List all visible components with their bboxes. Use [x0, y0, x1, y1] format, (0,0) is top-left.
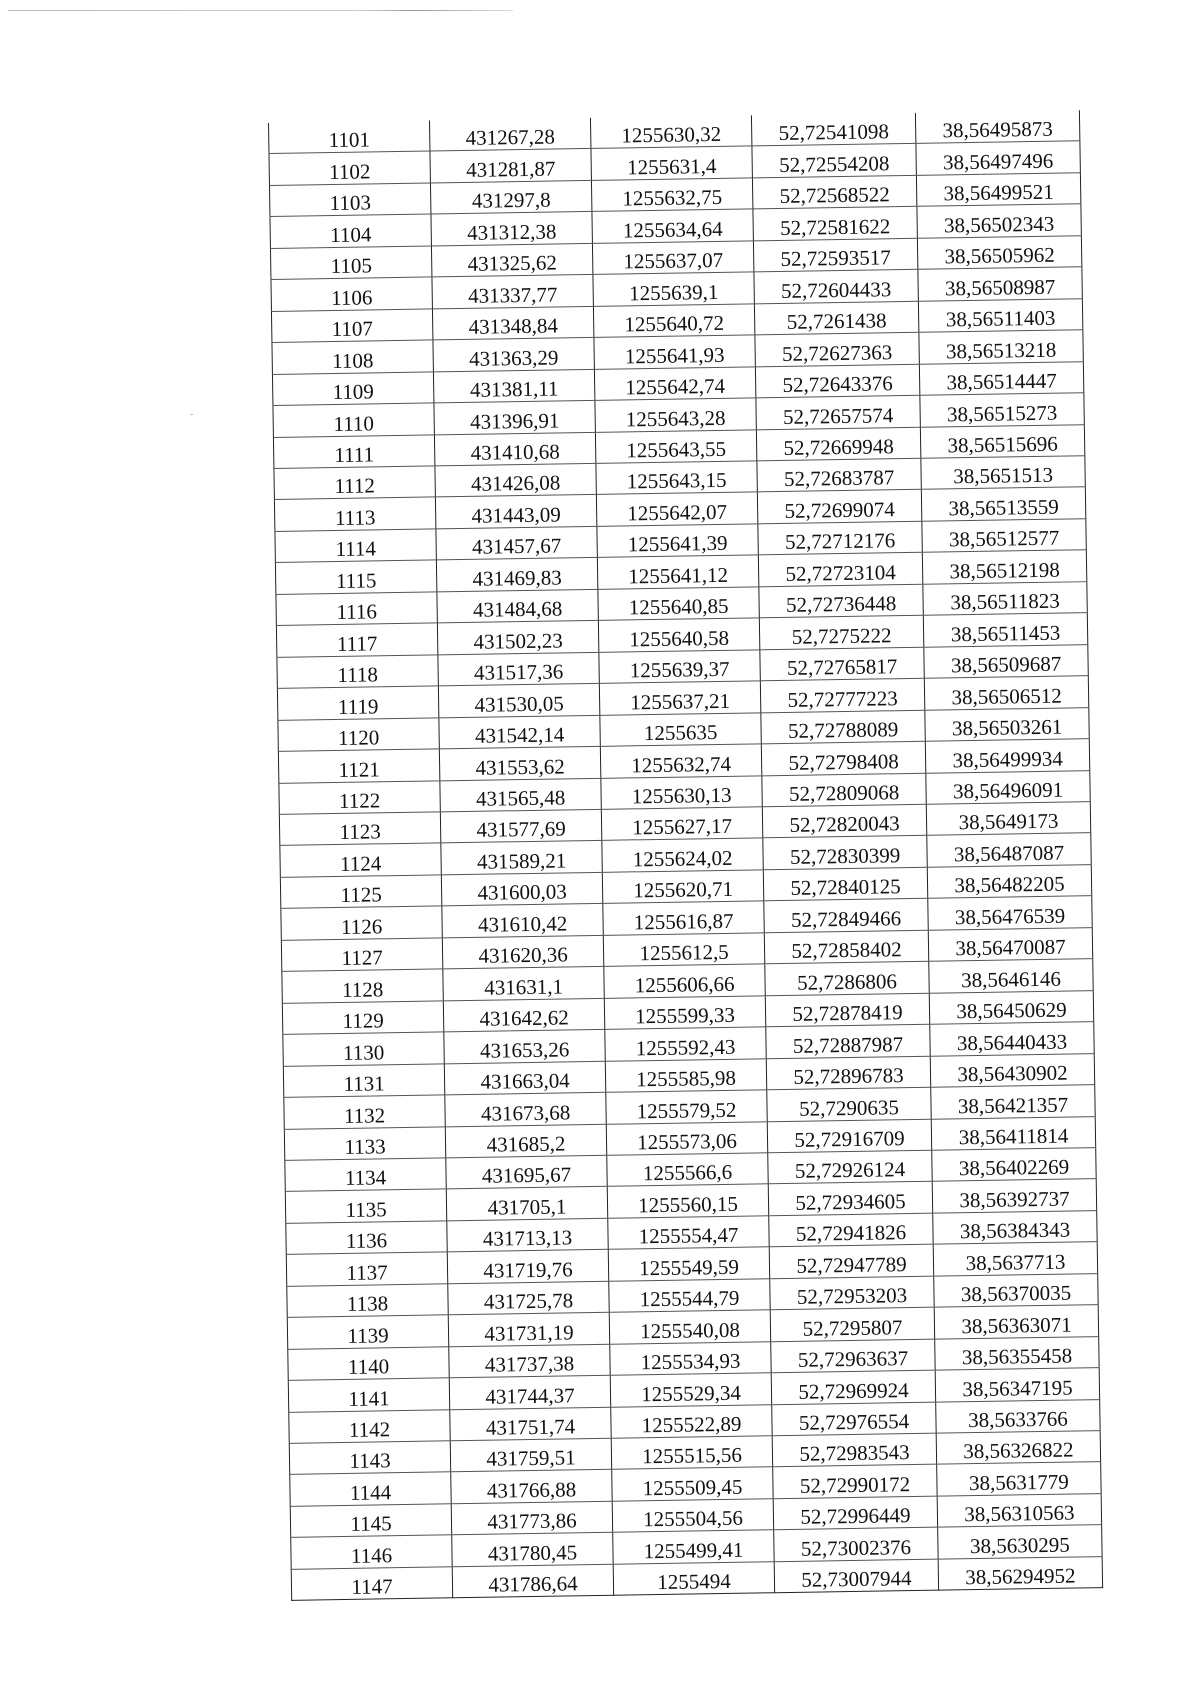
table-cell: 38,5630295 — [938, 1525, 1102, 1559]
table-cell: 38,56512577 — [922, 519, 1086, 553]
table-cell: 38,56502343 — [917, 204, 1081, 238]
table-cell: 1134 — [285, 1158, 446, 1192]
table-cell: 431363,29 — [433, 338, 594, 372]
table-cell: 38,5651513 — [921, 456, 1085, 490]
table-cell: 431589,21 — [441, 841, 602, 875]
table-cell: 431695,67 — [446, 1155, 607, 1189]
table-cell: 431725,78 — [448, 1281, 609, 1315]
table-cell: 1255643,28 — [595, 398, 756, 432]
table-cell: 52,72627363 — [755, 332, 919, 366]
table-cell: 52,72820043 — [762, 804, 926, 838]
table-cell: 1140 — [288, 1346, 449, 1380]
table-cell: 38,56515273 — [920, 393, 1084, 427]
table-cell: 1255579,52 — [606, 1090, 767, 1124]
table-cell: 52,72643376 — [755, 364, 919, 398]
table-cell: 38,56513559 — [921, 487, 1085, 521]
table-cell: 52,72683787 — [757, 458, 921, 492]
table-cell: 1104 — [270, 214, 431, 248]
table-cell: 52,72926124 — [768, 1150, 932, 1184]
table-cell: 1255637,07 — [592, 241, 753, 275]
table-cell: 38,56505962 — [917, 236, 1081, 270]
table-cell: 431517,36 — [438, 652, 599, 686]
table-cell: 52,72896783 — [766, 1056, 930, 1090]
table-cell: 38,56503261 — [925, 707, 1089, 741]
table-cell: 1115 — [275, 560, 436, 594]
table-cell: 1145 — [290, 1504, 451, 1538]
table-cell: 431610,42 — [442, 904, 603, 938]
table-cell: 38,56515696 — [920, 424, 1084, 458]
table-cell: 1255631,4 — [591, 146, 752, 180]
table-cell: 1255639,1 — [593, 272, 754, 306]
table-cell: 431565,48 — [440, 778, 601, 812]
table-cell: 52,73007944 — [774, 1559, 938, 1593]
table-cell: 52,72878419 — [765, 993, 929, 1027]
table-cell: 38,56384343 — [933, 1210, 1097, 1244]
table-cell: 38,56511823 — [923, 581, 1087, 615]
table-cell: 1119 — [277, 686, 438, 720]
table-cell: 1107 — [271, 309, 432, 343]
table-cell: 431713,13 — [447, 1218, 608, 1252]
table-cell: 1255544,79 — [609, 1279, 770, 1313]
table-cell: 1255499,41 — [613, 1530, 774, 1564]
table-cell: 38,56370035 — [934, 1273, 1098, 1307]
table-cell: 1109 — [272, 372, 433, 406]
scan-artifact-dot — [190, 414, 193, 415]
table-cell: 1255566,6 — [607, 1153, 768, 1187]
table-cell: 1255573,06 — [606, 1121, 767, 1155]
table-cell: 431469,83 — [436, 558, 597, 592]
table-cell: 52,7286806 — [765, 961, 929, 995]
table-cell: 1132 — [284, 1095, 445, 1129]
table-cell: 52,72947789 — [769, 1245, 933, 1279]
table-cell: 431577,69 — [440, 809, 601, 843]
table-cell: 52,72840125 — [763, 867, 927, 901]
table-cell: 1255630,13 — [601, 775, 762, 809]
table-cell: 52,72736448 — [759, 584, 923, 618]
table-cell: 52,72568522 — [752, 175, 916, 209]
table-cell: 38,56495873 — [915, 110, 1079, 144]
table-cell: 52,72604433 — [754, 270, 918, 304]
table-cell: 52,7290635 — [767, 1087, 931, 1121]
table-cell: 1135 — [285, 1189, 446, 1223]
table-cell: 1121 — [278, 749, 439, 783]
table-cell: 431530,05 — [438, 684, 599, 718]
table-cell: 1255534,93 — [610, 1341, 771, 1375]
table-cell: 1112 — [274, 466, 435, 500]
table-cell: 431267,28 — [429, 118, 590, 151]
table-cell: 38,56496091 — [926, 770, 1090, 804]
table-cell: 1141 — [288, 1378, 449, 1412]
table-cell: 1106 — [271, 277, 432, 311]
table-cell: 431780,45 — [452, 1533, 613, 1567]
table-cell: 1102 — [269, 151, 430, 185]
table-cell: 431685,2 — [445, 1124, 606, 1158]
table-cell: 52,7261438 — [754, 301, 918, 335]
table-cell: 1255560,15 — [607, 1184, 768, 1218]
table-cell: 38,56511453 — [923, 613, 1087, 647]
table-cell: 38,56440433 — [930, 1022, 1094, 1056]
table-cell: 1147 — [291, 1567, 452, 1601]
table-cell: 1255640,85 — [598, 587, 759, 621]
table-cell: 1255630,32 — [590, 115, 751, 148]
coordinates-table — [268, 110, 1103, 1601]
table-cell: 52,72934605 — [768, 1182, 932, 1216]
table-cell: 52,72887987 — [766, 1024, 930, 1058]
table-cell: 1137 — [286, 1252, 447, 1286]
table-cell: 1123 — [279, 812, 440, 846]
table-cell: 431744,37 — [449, 1375, 610, 1409]
table-cell: 38,56294952 — [938, 1556, 1102, 1590]
table-cell: 52,7295807 — [770, 1307, 934, 1341]
table-cell: 431631,1 — [443, 967, 604, 1001]
table-cell: 431410,68 — [434, 432, 595, 466]
table-cell: 38,56411814 — [931, 1116, 1095, 1150]
table-cell: 52,72765817 — [760, 647, 924, 681]
table-cell: 431673,68 — [445, 1092, 606, 1126]
table-cell: 1255641,39 — [597, 524, 758, 558]
table-cell: 431312,38 — [431, 212, 592, 246]
table-cell: 38,56392737 — [932, 1179, 1096, 1213]
table-cell: 431786,64 — [452, 1564, 613, 1598]
table-cell: 1255641,93 — [594, 335, 755, 369]
table-cell: 38,56430902 — [930, 1053, 1094, 1087]
table-cell: 1255504,56 — [612, 1499, 773, 1533]
table-cell: 38,56508987 — [918, 267, 1082, 301]
table-cell: 52,72723104 — [758, 553, 922, 587]
table-cell: 1255606,66 — [604, 964, 765, 998]
table-cell: 52,72976554 — [772, 1402, 936, 1436]
table-cell: 52,72657574 — [756, 395, 920, 429]
table-cell: 431751,74 — [450, 1407, 611, 1441]
table-cell: 1255620,71 — [602, 870, 763, 904]
table-cell: 38,5637713 — [933, 1242, 1097, 1276]
table-cell: 431502,23 — [437, 621, 598, 655]
table-cell: 38,56487087 — [927, 833, 1091, 867]
table-cell: 52,72809068 — [762, 773, 926, 807]
table-cell: 431396,91 — [434, 400, 595, 434]
table-cell: 1103 — [269, 183, 430, 217]
table-cell: 1255637,21 — [599, 681, 760, 715]
table-cell: 431773,86 — [451, 1501, 612, 1535]
table-cell: 1146 — [291, 1535, 452, 1569]
table-cell: 52,72669948 — [756, 427, 920, 461]
table-cell: 38,5631779 — [937, 1462, 1101, 1496]
table-cell: 431600,03 — [441, 872, 602, 906]
table-cell: 38,5649173 — [926, 802, 1090, 836]
table-cell: 1128 — [282, 969, 443, 1003]
table-cell: 1255639,37 — [599, 650, 760, 684]
table-cell: 1255509,45 — [612, 1467, 773, 1501]
table-cell: 1255642,74 — [594, 366, 755, 400]
table-cell: 1130 — [283, 1032, 444, 1066]
table-cell: 1255643,55 — [595, 429, 756, 463]
table-cell: 52,72916709 — [767, 1119, 931, 1153]
table-cell: 1255529,34 — [610, 1373, 771, 1407]
table-cell: 52,72777223 — [760, 678, 924, 712]
table-cell: 38,56499934 — [925, 739, 1089, 773]
table-cell: 38,56499521 — [916, 173, 1080, 207]
table-cell: 52,72969924 — [771, 1370, 935, 1404]
coordinates-table-body — [268, 110, 1102, 1600]
table-cell: 52,72541098 — [751, 113, 915, 147]
table-cell: 431348,84 — [432, 306, 593, 340]
table-cell: 38,56421357 — [931, 1085, 1095, 1119]
table-cell: 52,72788089 — [761, 710, 925, 744]
table-cell: 1255643,15 — [596, 461, 757, 495]
table-cell: 1255632,75 — [591, 178, 752, 212]
table-cell: 38,56355458 — [935, 1336, 1099, 1370]
table-cell: 1255642,07 — [596, 492, 757, 526]
table-cell: 1255624,02 — [602, 838, 763, 872]
table-cell: 1255640,58 — [598, 618, 759, 652]
table-cell: 431281,87 — [430, 149, 591, 183]
table-cell: 1255515,56 — [611, 1436, 772, 1470]
table-cell: 1143 — [289, 1441, 450, 1475]
table-cell: 1255585,98 — [605, 1058, 766, 1092]
table-cell: 38,56512198 — [922, 550, 1086, 584]
table-cell: 1114 — [275, 529, 436, 563]
table-cell: 431731,19 — [448, 1313, 609, 1347]
table-cell: 52,72699074 — [757, 490, 921, 524]
table-cell: 431553,62 — [439, 746, 600, 780]
table-cell: 431766,88 — [451, 1470, 612, 1504]
table-cell: 431663,04 — [444, 1061, 605, 1095]
table-cell: 1127 — [281, 938, 442, 972]
table-cell: 1118 — [277, 655, 438, 689]
table-cell: 38,56476539 — [928, 896, 1092, 930]
table-cell: 1110 — [273, 403, 434, 437]
table-cell: 1255640,72 — [593, 304, 754, 338]
scan-artifact-line — [8, 10, 513, 11]
table-cell: 1116 — [276, 592, 437, 626]
table-cell: 52,72996449 — [773, 1496, 937, 1530]
table-cell: 38,56470087 — [928, 927, 1092, 961]
table-cell: 1255632,74 — [600, 744, 761, 778]
table-cell: 1255494 — [613, 1562, 774, 1596]
table-cell: 1255522,89 — [611, 1404, 772, 1438]
table-cell: 38,56402269 — [932, 1148, 1096, 1182]
table-cell: 431653,26 — [444, 1029, 605, 1063]
table-cell: 1255634,64 — [592, 209, 753, 243]
table-cell: 1131 — [283, 1063, 444, 1097]
table-cell: 52,72953203 — [770, 1276, 934, 1310]
table-cell: 431297,8 — [430, 180, 591, 214]
table-cell: 431759,51 — [450, 1438, 611, 1472]
table-cell: 38,56514447 — [919, 361, 1083, 395]
table-cell: 1142 — [289, 1409, 450, 1443]
table-cell: 431705,1 — [446, 1187, 607, 1221]
table-cell: 52,72858402 — [764, 930, 928, 964]
table-cell: 38,56450629 — [929, 990, 1093, 1024]
table-cell: 1255627,17 — [601, 807, 762, 841]
table-cell: 1133 — [284, 1126, 445, 1160]
table-cell: 1255635 — [600, 712, 761, 746]
table-cell: 38,56482205 — [927, 865, 1091, 899]
table-cell: 38,56506512 — [924, 676, 1088, 710]
table-cell: 38,5646146 — [929, 959, 1093, 993]
table-cell: 431542,14 — [439, 715, 600, 749]
table-cell: 1122 — [279, 780, 440, 814]
table-cell: 1136 — [286, 1221, 447, 1255]
table-cell: 52,72983543 — [772, 1433, 936, 1467]
table-cell: 431484,68 — [437, 589, 598, 623]
table-cell: 38,56511403 — [918, 298, 1082, 332]
table-cell: 1108 — [272, 340, 433, 374]
table-cell: 1255599,33 — [604, 995, 765, 1029]
table-cell: 1117 — [276, 623, 437, 657]
table-cell: 1129 — [282, 1001, 443, 1035]
table-cell: 38,56513218 — [919, 330, 1083, 364]
table-cell: 38,56363071 — [934, 1305, 1098, 1339]
table-cell: 1255549,59 — [608, 1247, 769, 1281]
table-cell: 52,72581622 — [753, 207, 917, 241]
table-cell: 52,72941826 — [769, 1213, 933, 1247]
table-cell: 38,56347195 — [935, 1368, 1099, 1402]
table-cell: 38,56497496 — [916, 141, 1080, 175]
table-cell: 1255612,5 — [603, 933, 764, 967]
table-cell: 1125 — [280, 875, 441, 909]
table-cell: 1144 — [290, 1472, 451, 1506]
table-cell: 431337,77 — [432, 275, 593, 309]
table-cell: 1113 — [274, 497, 435, 531]
table-cell: 52,72990172 — [773, 1465, 937, 1499]
table-cell: 1138 — [287, 1284, 448, 1318]
table-cell: 52,72830399 — [763, 836, 927, 870]
table-cell: 52,72798408 — [761, 741, 925, 775]
table-cell: 431325,62 — [431, 243, 592, 277]
table-cell: 431381,11 — [433, 369, 594, 403]
table-cell: 1139 — [287, 1315, 448, 1349]
table-cell: 1111 — [273, 434, 434, 468]
table-cell: 38,5633766 — [936, 1399, 1100, 1433]
table-cell: 1255616,87 — [603, 901, 764, 935]
table-cell: 52,72593517 — [753, 238, 917, 272]
table-cell: 431737,38 — [449, 1344, 610, 1378]
table-cell: 52,73002376 — [774, 1528, 938, 1562]
table-cell: 431457,67 — [436, 526, 597, 560]
table-cell: 52,72963637 — [771, 1339, 935, 1373]
table-cell: 431719,76 — [447, 1250, 608, 1284]
table-cell: 52,72554208 — [752, 144, 916, 178]
table-cell: 431620,36 — [442, 935, 603, 969]
table-cell: 1101 — [268, 120, 429, 153]
table-cell: 1124 — [280, 843, 441, 877]
table-cell: 1255592,43 — [605, 1027, 766, 1061]
table-cell: 38,56326822 — [936, 1431, 1100, 1465]
table-cell: 431443,09 — [435, 495, 596, 529]
table-cell: 1120 — [278, 717, 439, 751]
table-cell: 1126 — [281, 906, 442, 940]
table-cell: 52,72849466 — [764, 899, 928, 933]
table-cell: 1255554,47 — [608, 1216, 769, 1250]
table-cell: 38,56310563 — [937, 1494, 1101, 1528]
table-cell: 431426,08 — [435, 463, 596, 497]
table-cell: 52,7275222 — [759, 616, 923, 650]
table-cell: 38,56509687 — [924, 644, 1088, 678]
table-cell: 1255641,12 — [597, 555, 758, 589]
table-cell: 52,72712176 — [758, 521, 922, 555]
table-cell: 1255540,08 — [609, 1310, 770, 1344]
table-cell: 431642,62 — [443, 998, 604, 1032]
table-cell: 1105 — [270, 246, 431, 280]
